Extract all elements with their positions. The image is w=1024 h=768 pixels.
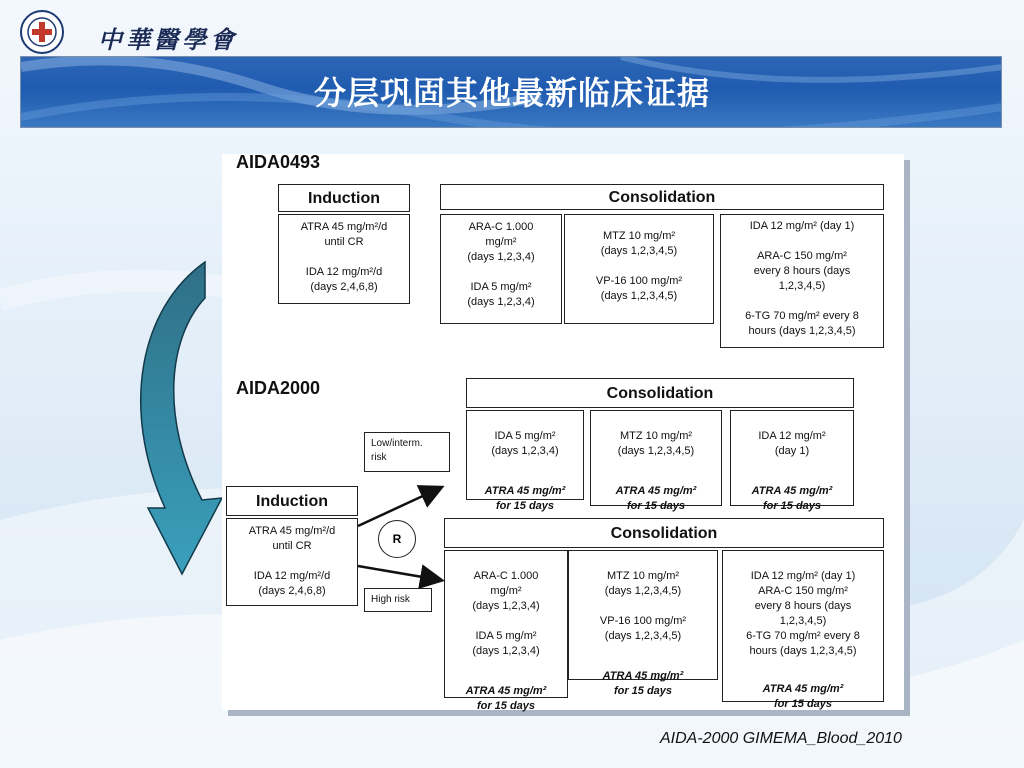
high-risk-cycle-1-drugs: ARA-C 1.000 mg/m² (days 1,2,3,4) IDA 5 mg/m² (days 1,2,3,4) xyxy=(472,570,540,657)
citation: AIDA-2000 GIMEMA_Blood_2010 xyxy=(660,730,902,747)
high-risk-cycle-2-drugs: MTZ 10 mg/m² (days 1,2,3,4,5) VP-16 100 mg/m² (days 1,2,3,4,5) xyxy=(599,570,687,642)
aida2000-title: AIDA2000 xyxy=(236,378,321,398)
aida0493-consolidation-header: Consolidation xyxy=(440,184,884,210)
logo-text: 中華醫學會 xyxy=(98,25,238,54)
title-bar xyxy=(20,56,1002,128)
low-risk-cycle-3-drugs: IDA 12 mg/m² (day 1) xyxy=(758,430,826,457)
aida0493-cycle-2: MTZ 10 mg/m² (days 1,2,3,4,5) VP-16 100 mg/m² (days 1,2,3,4,5) xyxy=(564,214,714,324)
arrow-to-high-risk xyxy=(358,566,440,580)
aida0493-induction-header: Induction xyxy=(278,184,410,212)
aida0493-cycle-3: IDA 12 mg/m² (day 1) ARA-C 150 mg/m² every 8 hours (days 1,2,3,4,5) 6-TG 70 mg/m² every 8 hours (days 1,2,3,4,5) xyxy=(720,214,884,348)
high-risk-consolidation-header: Consolidation xyxy=(444,518,884,548)
aida0493-title: AIDA0493 xyxy=(236,152,321,172)
low-risk-consolidation-header: Consolidation xyxy=(466,378,854,408)
low-risk-cycle-1-drugs: IDA 5 mg/m² (days 1,2,3,4) xyxy=(491,430,559,457)
low-risk-cycle-2-atra: ATRA 45 mg/m² for 15 days xyxy=(615,485,697,512)
arrow-to-low-risk xyxy=(358,488,440,526)
high-risk-cycle-3-drugs: IDA 12 mg/m² (day 1) ARA-C 150 mg/m² every 8 hours (days 1,2,3,4,5) 6-TG 70 mg/m² every 8 hours (days 1,2,3,4,5) xyxy=(746,570,860,657)
low-risk-cycle-2-drugs: MTZ 10 mg/m² (days 1,2,3,4,5) xyxy=(617,430,695,457)
aida0493-cycle-1: ARA-C 1.000 mg/m² (days 1,2,3,4) IDA 5 mg/m² (days 1,2,3,4) xyxy=(440,214,562,324)
randomization-label: R xyxy=(392,532,402,546)
high-risk-cycle-2-atra: ATRA 45 mg/m² for 15 days xyxy=(602,670,684,697)
aida2000-induction-header: Induction xyxy=(226,486,358,516)
curved-arrow-icon xyxy=(120,258,230,578)
trial-diagram xyxy=(222,154,904,710)
high-risk-cycle-3-atra: ATRA 45 mg/m² for 15 days xyxy=(762,683,844,710)
high-risk-label: High risk xyxy=(364,588,432,612)
association-logo xyxy=(18,8,278,56)
low-risk-cycle-3-atra: ATRA 45 mg/m² for 15 days xyxy=(751,485,833,512)
branch-arrows xyxy=(222,154,904,710)
emblem-icon xyxy=(18,8,70,56)
aida0493-induction-box: ATRA 45 mg/m²/d until CR IDA 12 mg/m²/d (days 2,4,6,8) xyxy=(278,214,410,304)
aida2000-induction-box: ATRA 45 mg/m²/d until CR IDA 12 mg/m²/d (days 2,4,6,8) xyxy=(226,518,358,606)
high-risk-cycle-1-atra: ATRA 45 mg/m² for 15 days xyxy=(465,685,547,712)
low-risk-cycle-1-atra: ATRA 45 mg/m² for 15 days xyxy=(484,485,566,512)
low-risk-label: Low/interm. risk xyxy=(364,432,450,472)
slide-title: 分层巩固其他最新临床证据 xyxy=(313,74,710,112)
